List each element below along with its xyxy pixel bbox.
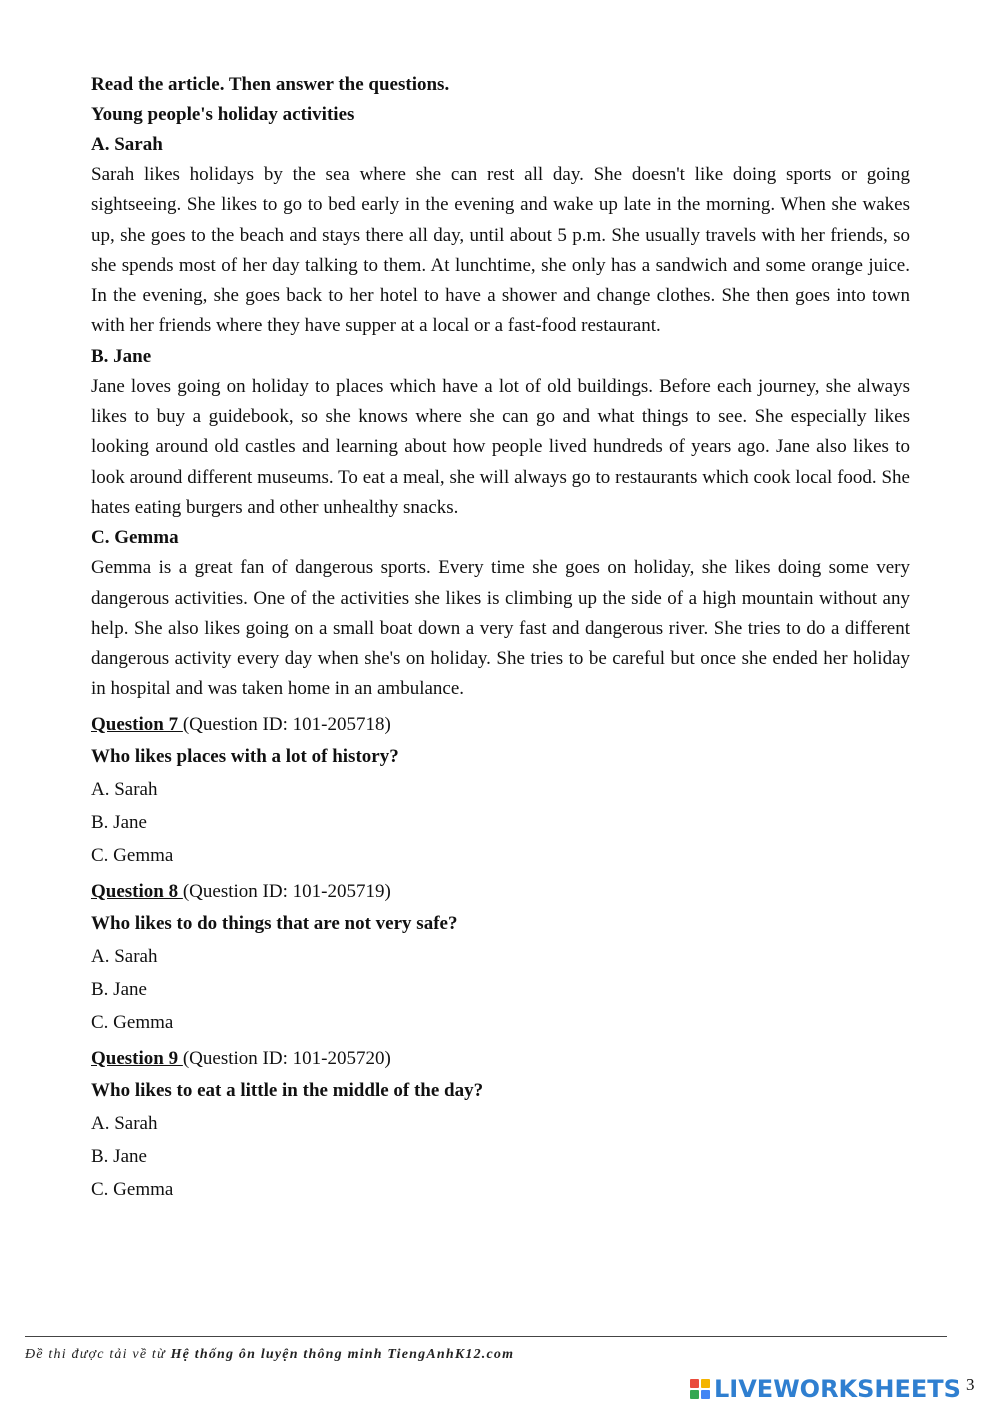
question-8 (91, 875, 910, 1039)
question-7 (91, 708, 910, 872)
section-text-gemma: Gemma is a great fan of dangerous sports. Every time she goes on holiday, she likes doing some very dangerous activities. One of the activities she likes is climbing up the side of a high mountain without any help. She also likes going on a small boat down a very fast and dangerous river. She tries to do a different dangerous activity every day when she's on holiday. She tries to be careful but once she ended her holiday in hospital and was taken home in an ambulance. (91, 557, 910, 700)
question-prompt: Who likes places with a lot of history? (91, 745, 399, 767)
article-title: Young people's holiday activities (91, 104, 355, 125)
question-header (91, 875, 910, 908)
section-text-jane: Jane loves going on holiday to places which have a lot of old buildings. Before each journey, she always likes to buy a guidebook, so she knows where she can go and what things to see. She especially likes looking around old castles and learning about how people lived hundreds of years ago. Jane also likes to look around different museums. To eat a meal, she will always go to restaurants which cook local food. She hates eating burgers and other unhealthy snacks. (91, 375, 910, 518)
question-number: Question 8 (91, 880, 183, 902)
answer-option-b[interactable]: B. Jane (91, 1145, 147, 1167)
worksheet-content (91, 70, 910, 1206)
footer-prefix: Đề thi được tải về từ (25, 1347, 171, 1362)
question-id: (Question ID: 101-205718) (182, 713, 391, 735)
logo-square-red (690, 1379, 699, 1388)
answer-option-c[interactable]: C. Gemma (91, 1011, 174, 1033)
section-heading-sarah: A. Sarah (91, 134, 163, 155)
instructions: Read the article. Then answer the questions. (91, 74, 450, 95)
question-header (91, 708, 910, 741)
logo-square-yellow (701, 1379, 710, 1388)
liveworksheets-logo-icon (690, 1379, 710, 1399)
answer-option-a[interactable]: A. Sarah (91, 778, 158, 800)
question-header (91, 1042, 910, 1075)
footer-source-name: Hệ thống ôn luyện thông minh TiengAnhK12.com (170, 1347, 515, 1362)
question-prompt: Who likes to do things that are not very safe? (91, 912, 458, 934)
question-id: (Question ID: 101-205719) (182, 880, 391, 902)
answer-option-a[interactable]: A. Sarah (91, 945, 158, 967)
footer-source (25, 1347, 514, 1363)
question-id: (Question ID: 101-205720) (182, 1047, 391, 1069)
question-9 (91, 1042, 910, 1206)
page-number: 3 (966, 1375, 975, 1394)
liveworksheets-brand[interactable] (690, 1375, 961, 1403)
section-heading-gemma: C. Gemma (91, 527, 179, 549)
question-prompt: Who likes to eat a little in the middle of the day? (91, 1079, 484, 1101)
logo-square-blue (701, 1390, 710, 1399)
section-heading-jane: B. Jane (91, 345, 152, 367)
footer-divider (25, 1336, 947, 1337)
answer-option-c[interactable]: C. Gemma (91, 844, 174, 866)
answer-option-c[interactable]: C. Gemma (91, 1178, 174, 1200)
answer-option-b[interactable]: B. Jane (91, 811, 147, 833)
section-text-sarah: Sarah likes holidays by the sea where she can rest all day. She doesn't like doing sports or going sightseeing. She likes to go to bed early in the evening and wake up late in the morning. When she wakes up, she goes to the beach and stays there all day, until about 5 p.m. She usually travels with her friends, so she spends most of her day talking to them. At lunchtime, she only has a sandwich and some orange juice. In the evening, she goes back to her hotel to have a shower and change clothes. She then goes into town with her friends where they have supper at a local or a fast-food restaurant. (91, 164, 910, 337)
question-number: Question 9 (91, 1047, 183, 1069)
brand-wordmark: LIVEWORKSHEETS (714, 1375, 961, 1403)
answer-option-b[interactable]: B. Jane (91, 978, 147, 1000)
question-number: Question 7 (91, 713, 183, 735)
logo-square-green (690, 1390, 699, 1399)
answer-option-a[interactable]: A. Sarah (91, 1112, 158, 1134)
